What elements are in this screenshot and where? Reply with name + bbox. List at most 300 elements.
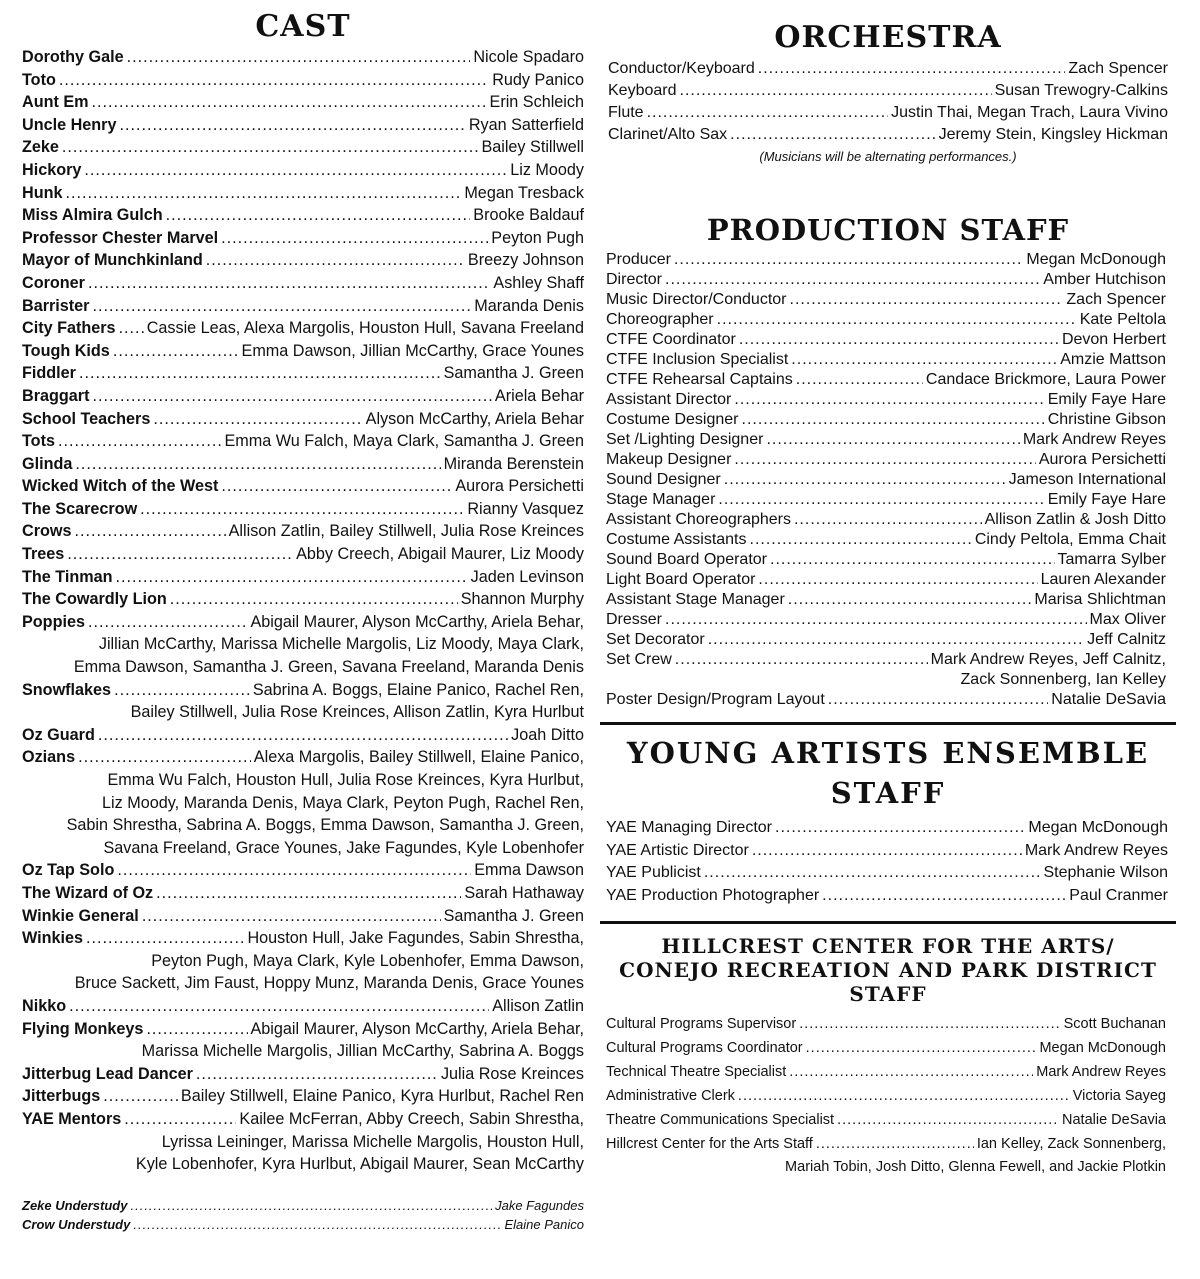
performer-names: Jeremy Stein, Kingsley Hickman	[938, 126, 1168, 143]
performer-names: Mark Andrew Reyes, Jeff Calnitz,	[930, 651, 1166, 668]
dot-leader	[789, 1060, 1033, 1084]
dot-leader	[822, 885, 1066, 908]
role-name: Barrister	[22, 296, 90, 315]
credit-row	[22, 1215, 584, 1235]
role-name: City Fathers	[22, 319, 116, 338]
role-name: Professor Chester Marvel	[22, 228, 219, 247]
performer-names: Mark Andrew Reyes	[1036, 1064, 1166, 1080]
dot-leader	[734, 450, 1035, 470]
dot-leader	[788, 590, 1032, 610]
performer-names: Cassie Leas, Alexa Margolis, Houston Hull, Savana Freeland	[146, 319, 584, 338]
role-name: Set Crew	[606, 651, 672, 668]
dot-leader	[770, 550, 1055, 570]
dot-leader	[790, 290, 1064, 310]
dot-leader	[124, 1108, 236, 1131]
credit-row	[606, 1036, 1166, 1060]
role-name: Theatre Communications Specialist	[606, 1112, 835, 1128]
yae-list	[606, 817, 1168, 907]
role-name: Cultural Programs Supervisor	[606, 1016, 797, 1032]
role-name: Hickory	[22, 160, 82, 179]
dot-leader	[127, 46, 471, 69]
performer-names: Megan Tresback	[464, 183, 584, 202]
role-name: Choreographer	[606, 311, 714, 328]
performer-names: Max Oliver	[1089, 611, 1166, 628]
role-name: Sound Designer	[606, 471, 721, 488]
performer-names: Emily Faye Hare	[1047, 491, 1166, 508]
dot-leader	[69, 995, 489, 1018]
credit-row	[606, 470, 1166, 490]
performer-names: Mark Andrew Reyes	[1024, 841, 1168, 859]
credit-row	[606, 510, 1166, 530]
credit-row	[22, 91, 584, 114]
performer-names: Megan McDonough	[1039, 1040, 1166, 1056]
dot-leader	[724, 470, 1006, 490]
dot-leader	[88, 272, 490, 295]
dot-leader	[739, 330, 1059, 350]
role-name: Administrative Clerk	[606, 1088, 735, 1104]
left-column	[22, 8, 584, 1235]
role-name: Aunt Em	[22, 93, 89, 112]
credit-row	[22, 204, 584, 227]
role-name: Crow Understudy	[22, 1217, 131, 1233]
performer-names: Emma Dawson, Jillian McCarthy, Grace Younes	[241, 341, 584, 360]
performer-names: Kailee McFerran, Abby Creech, Sabin Shrestha,	[239, 1109, 584, 1128]
credit-row	[22, 340, 584, 363]
dot-leader	[794, 510, 982, 530]
performer-names: Aurora Persichetti	[1038, 451, 1166, 468]
role-name: Mayor of Munchkinland	[22, 251, 203, 270]
role-name: Oz Tap Solo	[22, 861, 115, 880]
credit-row	[22, 182, 584, 205]
performer-names: Mark Andrew Reyes	[1022, 431, 1166, 448]
dot-leader	[156, 882, 461, 905]
dot-leader	[837, 1108, 1059, 1132]
role-name: Assistant Stage Manager	[606, 591, 785, 608]
credit-row	[22, 927, 584, 950]
role-name: Tots	[22, 432, 55, 451]
understudy-list	[22, 1196, 584, 1235]
role-name: School Teachers	[22, 409, 151, 428]
dot-leader	[708, 630, 1084, 650]
role-name: Hunk	[22, 183, 63, 202]
performer-names: Zach Spencer	[1068, 60, 1168, 77]
credit-row	[22, 408, 584, 431]
dot-leader	[717, 310, 1077, 330]
role-name: Flute	[608, 104, 644, 121]
credit-row	[606, 570, 1166, 590]
performer-names: Allison Zatlin & Josh Ditto	[984, 511, 1166, 528]
role-name: Tough Kids	[22, 341, 110, 360]
performer-names: Nicole Spadaro	[473, 48, 584, 66]
credit-row	[606, 840, 1168, 863]
performer-names: Breezy Johnson	[467, 251, 584, 270]
performer-names: Stephanie Wilson	[1043, 864, 1168, 881]
credit-row	[606, 430, 1166, 450]
dot-leader	[153, 408, 362, 431]
orchestra-note: (Musicians will be alternating performances.)	[759, 149, 1017, 164]
role-name: YAE Production Photographer	[606, 886, 820, 904]
performer-names: Christine Gibson	[1047, 411, 1166, 428]
credit-row	[22, 995, 584, 1018]
credit-row	[22, 1196, 584, 1216]
credit-row	[22, 588, 584, 611]
credit-row	[22, 453, 584, 476]
performer-names-continued: Lyrissa Leininger, Marissa Michelle Margolis, Houston Hull,	[161, 1132, 584, 1151]
role-name: Nikko	[22, 996, 67, 1015]
dot-leader	[119, 114, 465, 137]
performer-names: Victoria Sayeg	[1072, 1088, 1166, 1104]
credit-row	[606, 270, 1166, 290]
dot-leader	[86, 927, 244, 950]
role-name: Braggart	[22, 386, 90, 405]
performer-names: Amber Hutchison	[1043, 271, 1166, 288]
credit-row	[606, 1060, 1166, 1084]
dot-leader	[665, 270, 1040, 290]
role-name: Ozians	[22, 748, 76, 767]
credit-row	[606, 1084, 1166, 1108]
performer-names: Devon Herbert	[1061, 331, 1166, 348]
performer-names: Megan McDonough	[1026, 251, 1166, 268]
dot-leader	[78, 746, 251, 769]
role-name: Cultural Programs Coordinator	[606, 1040, 803, 1056]
role-name: Glinda	[22, 454, 73, 473]
performer-names: Lauren Alexander	[1040, 571, 1166, 588]
dot-leader	[758, 570, 1037, 590]
performer-names: Scott Buchanan	[1063, 1016, 1166, 1032]
role-name: Conductor/Keyboard	[608, 60, 755, 77]
credit-row	[606, 450, 1166, 470]
role-name: Crows	[22, 522, 72, 541]
credit-row	[606, 1132, 1166, 1156]
role-name: Technical Theatre Specialist	[606, 1064, 787, 1080]
credit-row	[606, 885, 1168, 908]
credit-row	[606, 530, 1166, 550]
performer-names: Rudy Panico	[492, 70, 584, 89]
dot-leader	[103, 1085, 178, 1108]
performer-names: Jake Fagundes	[495, 1197, 584, 1213]
performer-names-continued: Peyton Pugh, Maya Clark, Kyle Lobenhofer, Emma Dawson,	[151, 951, 584, 970]
role-name: Assistant Choreographers	[606, 511, 791, 528]
performer-names: Natalie DeSavia	[1051, 691, 1166, 708]
dot-leader	[674, 250, 1023, 270]
credit-row	[606, 590, 1166, 610]
role-name: YAE Publicist	[606, 864, 701, 881]
role-name: Fiddler	[22, 364, 76, 383]
credit-row	[22, 520, 584, 543]
role-name: Flying Monkeys	[22, 1019, 144, 1038]
credit-row	[606, 390, 1166, 410]
credit-row	[22, 679, 584, 702]
credit-row	[606, 250, 1166, 270]
role-name: Miss Almira Gulch	[22, 206, 163, 225]
dot-leader	[79, 362, 441, 385]
credit-row	[606, 610, 1166, 630]
credit-row	[22, 543, 584, 566]
credit-row	[22, 69, 584, 92]
role-name: Producer	[606, 251, 671, 268]
credit-row	[22, 859, 584, 882]
credit-row	[22, 1063, 584, 1086]
dot-leader	[140, 498, 464, 521]
credit-row	[606, 310, 1166, 330]
performer-names: Bailey Stillwell	[481, 138, 584, 157]
dot-leader	[88, 611, 248, 634]
hillcrest-staff-list	[606, 1012, 1166, 1178]
dot-leader	[84, 159, 507, 182]
performer-names: Justin Thai, Megan Trach, Laura Vivino	[891, 104, 1168, 121]
performer-names: Alexa Margolis, Bailey Stillwell, Elaine Panico,	[253, 748, 584, 767]
credit-row	[22, 362, 584, 385]
performer-names-continued: Savana Freeland, Grace Younes, Jake Fagundes, Kyle Lobenhofer	[103, 838, 584, 857]
credit-row	[22, 136, 584, 159]
role-name: Dorothy Gale	[22, 48, 124, 66]
role-name: YAE Artistic Director	[606, 841, 749, 859]
dot-leader	[170, 588, 458, 611]
dot-leader	[92, 385, 491, 408]
dot-leader	[119, 317, 144, 340]
role-name: CTFE Inclusion Specialist	[606, 351, 789, 368]
yae-title: YOUNG ARTISTS ENSEMBLE STAFF	[626, 736, 1150, 810]
performer-names: Sabrina A. Boggs, Elaine Panico, Rachel Ren,	[252, 680, 584, 699]
credit-row	[606, 330, 1166, 350]
credit-row	[22, 566, 584, 589]
role-name: Zeke	[22, 138, 59, 157]
performer-names: Liz Moody	[510, 160, 584, 179]
dot-leader	[734, 390, 1044, 410]
role-name: Clarinet/Alto Sax	[608, 126, 728, 143]
credit-row	[22, 1018, 584, 1041]
role-name: Set Decorator	[606, 631, 705, 648]
credit-row	[22, 295, 584, 318]
dot-leader	[130, 1196, 492, 1216]
performer-names: Rianny Vasquez	[467, 499, 584, 518]
dot-leader	[92, 91, 487, 114]
dot-leader	[675, 650, 928, 670]
role-name: Dresser	[606, 611, 663, 628]
performer-names-continued: Marissa Michelle Margolis, Jillian McCarthy, Sabrina A. Boggs	[141, 1042, 584, 1061]
performer-names: Joah Ditto	[511, 725, 584, 744]
performer-names-continued: Emma Dawson, Samantha J. Green, Savana Freeland, Maranda Denis	[73, 658, 584, 677]
credit-row	[608, 58, 1168, 80]
role-name: Costume Assistants	[606, 531, 747, 548]
performer-names: Susan Trewogry-Calkins	[994, 82, 1168, 99]
dot-leader	[738, 1084, 1070, 1108]
role-name: The Cowardly Lion	[22, 590, 167, 609]
performer-names: Abigail Maurer, Alyson McCarthy, Ariela Behar,	[250, 1019, 584, 1038]
performer-names: Peyton Pugh	[491, 228, 584, 247]
role-name: Costume Designer	[606, 411, 739, 428]
dot-leader	[791, 350, 1057, 370]
performer-names: Julia Rose Kreinces	[440, 1064, 584, 1083]
dot-leader	[113, 340, 239, 363]
performer-names: Emma Dawson	[474, 861, 584, 880]
dot-leader	[58, 430, 221, 453]
credit-row	[606, 1108, 1166, 1132]
performer-names-continued: Liz Moody, Maranda Denis, Maya Clark, Peyton Pugh, Rachel Ren,	[102, 793, 584, 812]
role-name: Oz Guard	[22, 725, 95, 744]
dot-leader	[166, 204, 471, 227]
performer-names: Elaine Panico	[504, 1217, 584, 1233]
performer-names: Candace Brickmore, Laura Power	[925, 371, 1166, 388]
credit-row	[22, 475, 584, 498]
credit-row	[22, 746, 584, 769]
role-name: Winkies	[22, 929, 84, 948]
dot-leader	[114, 679, 250, 702]
performer-names: Amzie Mattson	[1060, 351, 1166, 368]
dot-leader	[65, 182, 461, 205]
dot-leader	[196, 1063, 438, 1086]
performer-names: Brooke Baldauf	[473, 206, 584, 225]
role-name: Hillcrest Center for the Arts Staff	[606, 1136, 813, 1152]
role-name: Assistant Director	[606, 391, 732, 408]
credit-row	[22, 317, 584, 340]
performer-names: Emma Wu Falch, Maya Clark, Samantha J. Green	[224, 432, 584, 451]
performer-names-continued: Emma Wu Falch, Houston Hull, Julia Rose Kreinces, Kyra Hurlbut,	[107, 771, 584, 789]
performer-names-continued: Bailey Stillwell, Julia Rose Kreinces, Allison Zatlin, Kyra Hurlbut	[130, 703, 584, 722]
dot-leader	[221, 475, 452, 498]
performer-names: Jameson International	[1008, 471, 1166, 488]
performer-names: Sarah Hathaway	[464, 883, 584, 902]
dot-leader	[704, 862, 1041, 885]
performer-names-continued: Bruce Sackett, Jim Faust, Hoppy Munz, Maranda Denis, Grace Younes	[74, 974, 584, 993]
credit-row	[22, 1108, 584, 1131]
dot-leader	[647, 102, 889, 124]
dot-leader	[799, 1012, 1060, 1036]
performer-names: Jeff Calnitz	[1087, 631, 1166, 648]
role-name: YAE Managing Director	[606, 819, 772, 836]
credit-row	[22, 159, 584, 182]
role-name: Music Director/Conductor	[606, 291, 787, 308]
role-name: Set /Lighting Designer	[606, 431, 764, 448]
role-name: CTFE Coordinator	[606, 331, 736, 348]
dot-leader	[730, 124, 935, 146]
performer-names: Emily Faye Hare	[1047, 391, 1166, 408]
dot-leader	[742, 410, 1045, 430]
dot-leader	[98, 724, 508, 747]
performer-names: Shannon Murphy	[460, 590, 584, 609]
dot-leader	[62, 136, 479, 159]
performer-names: Erin Schleich	[489, 93, 584, 112]
performer-names: Maranda Denis	[474, 296, 584, 315]
divider-rule	[600, 722, 1176, 725]
dot-leader	[752, 840, 1022, 863]
performer-names: Zach Spencer	[1066, 291, 1166, 308]
credit-row	[22, 272, 584, 295]
dot-leader	[806, 1036, 1037, 1060]
dot-leader	[75, 453, 440, 476]
credit-row	[606, 1012, 1166, 1036]
dot-leader	[221, 227, 488, 250]
role-name: Stage Manager	[606, 491, 716, 508]
role-name: Sound Board Operator	[606, 551, 767, 568]
dot-leader	[59, 69, 489, 92]
performer-names: Samantha J. Green	[443, 906, 584, 925]
dot-leader	[665, 610, 1087, 630]
dot-leader	[680, 80, 992, 102]
performer-names-continued: Kyle Lobenhofer, Kyra Hurlbut, Abigail Maurer, Sean McCarthy	[135, 1155, 584, 1174]
cast-title: CAST	[255, 9, 351, 44]
dot-leader	[766, 430, 1019, 450]
performer-names: Bailey Stillwell, Elaine Panico, Kyra Hurlbut, Rachel Ren	[180, 1087, 584, 1106]
role-name: Winkie General	[22, 906, 139, 925]
performer-names: Paul Cranmer	[1069, 886, 1168, 904]
dot-leader	[93, 295, 472, 318]
performer-names: Ariela Behar	[494, 386, 584, 405]
performer-names: Megan McDonough	[1028, 819, 1168, 836]
role-name: Snowflakes	[22, 680, 112, 699]
production-title: PRODUCTION STAFF	[706, 213, 1070, 247]
role-name: YAE Mentors	[22, 1109, 122, 1128]
credit-row	[22, 430, 584, 453]
role-name: The Tinman	[22, 567, 113, 586]
orchestra-list	[608, 58, 1168, 146]
performer-names-continued: Zack Sonnenberg, Ian Kelley	[960, 671, 1166, 688]
performer-names-continued: Mariah Tobin, Josh Ditto, Glenna Fewell, and Jackie Plotkin	[785, 1159, 1166, 1175]
credit-row	[22, 114, 584, 137]
performer-names: Allison Zatlin, Bailey Stillwell, Julia Rose Kreinces	[228, 522, 584, 541]
performer-names: Aurora Persichetti	[455, 477, 584, 496]
role-name: Wicked Witch of the West	[22, 477, 219, 496]
performer-names: Ashley Shaff	[493, 273, 584, 292]
cast-list	[22, 46, 584, 1176]
role-name: Director	[606, 271, 663, 288]
dot-leader	[67, 543, 293, 566]
role-name: The Wizard of Oz	[22, 883, 154, 902]
role-name: The Scarecrow	[22, 499, 138, 518]
dot-leader	[796, 370, 923, 390]
credit-row	[22, 46, 584, 69]
credit-row	[22, 385, 584, 408]
credit-row	[606, 410, 1166, 430]
role-name: Toto	[22, 70, 56, 89]
performer-names: Kate Peltola	[1079, 311, 1166, 328]
role-name: Keyboard	[608, 82, 677, 99]
role-name: Jitterbugs	[22, 1087, 101, 1106]
dot-leader	[74, 520, 225, 543]
role-name: Uncle Henry	[22, 115, 117, 134]
dot-leader	[816, 1132, 974, 1156]
performer-names: Abby Creech, Abigail Maurer, Liz Moody	[296, 545, 584, 564]
right-column	[600, 18, 1176, 1178]
role-name: Trees	[22, 545, 65, 564]
credit-row	[606, 550, 1166, 570]
role-name: Poster Design/Program Layout	[606, 691, 825, 708]
dot-leader	[117, 859, 471, 882]
credit-row	[606, 370, 1166, 390]
credit-row	[606, 690, 1166, 710]
performer-names: Allison Zatlin	[492, 996, 584, 1015]
role-name: Jitterbug Lead Dancer	[22, 1064, 193, 1083]
role-name: Zeke Understudy	[22, 1197, 128, 1213]
performer-names: Samantha J. Green	[443, 364, 584, 383]
credit-row	[606, 817, 1168, 840]
dot-leader	[142, 905, 441, 928]
performer-names: Tamarra Sylber	[1057, 551, 1166, 568]
performer-names-continued: Jillian McCarthy, Marissa Michelle Margolis, Liz Moody, Maya Clark,	[98, 635, 584, 654]
orchestra-title: ORCHESTRA	[774, 20, 1002, 55]
performer-names: Houston Hull, Jake Fagundes, Sabin Shrestha,	[247, 929, 584, 948]
performer-names: Ian Kelley, Zack Sonnenberg,	[976, 1136, 1166, 1152]
hillcrest-title-line1: HILLCREST CENTER FOR THE ARTS/	[661, 934, 1115, 958]
hillcrest-title-line2: CONEJO RECREATION AND PARK DISTRICT STAFF	[619, 958, 1157, 1006]
credit-row	[22, 227, 584, 250]
credit-row	[22, 249, 584, 272]
dot-leader	[133, 1215, 501, 1235]
role-name: Light Board Operator	[606, 571, 756, 588]
credit-row	[606, 490, 1166, 510]
credit-row	[606, 862, 1168, 885]
performer-names: Alyson McCarthy, Ariela Behar	[365, 409, 584, 428]
